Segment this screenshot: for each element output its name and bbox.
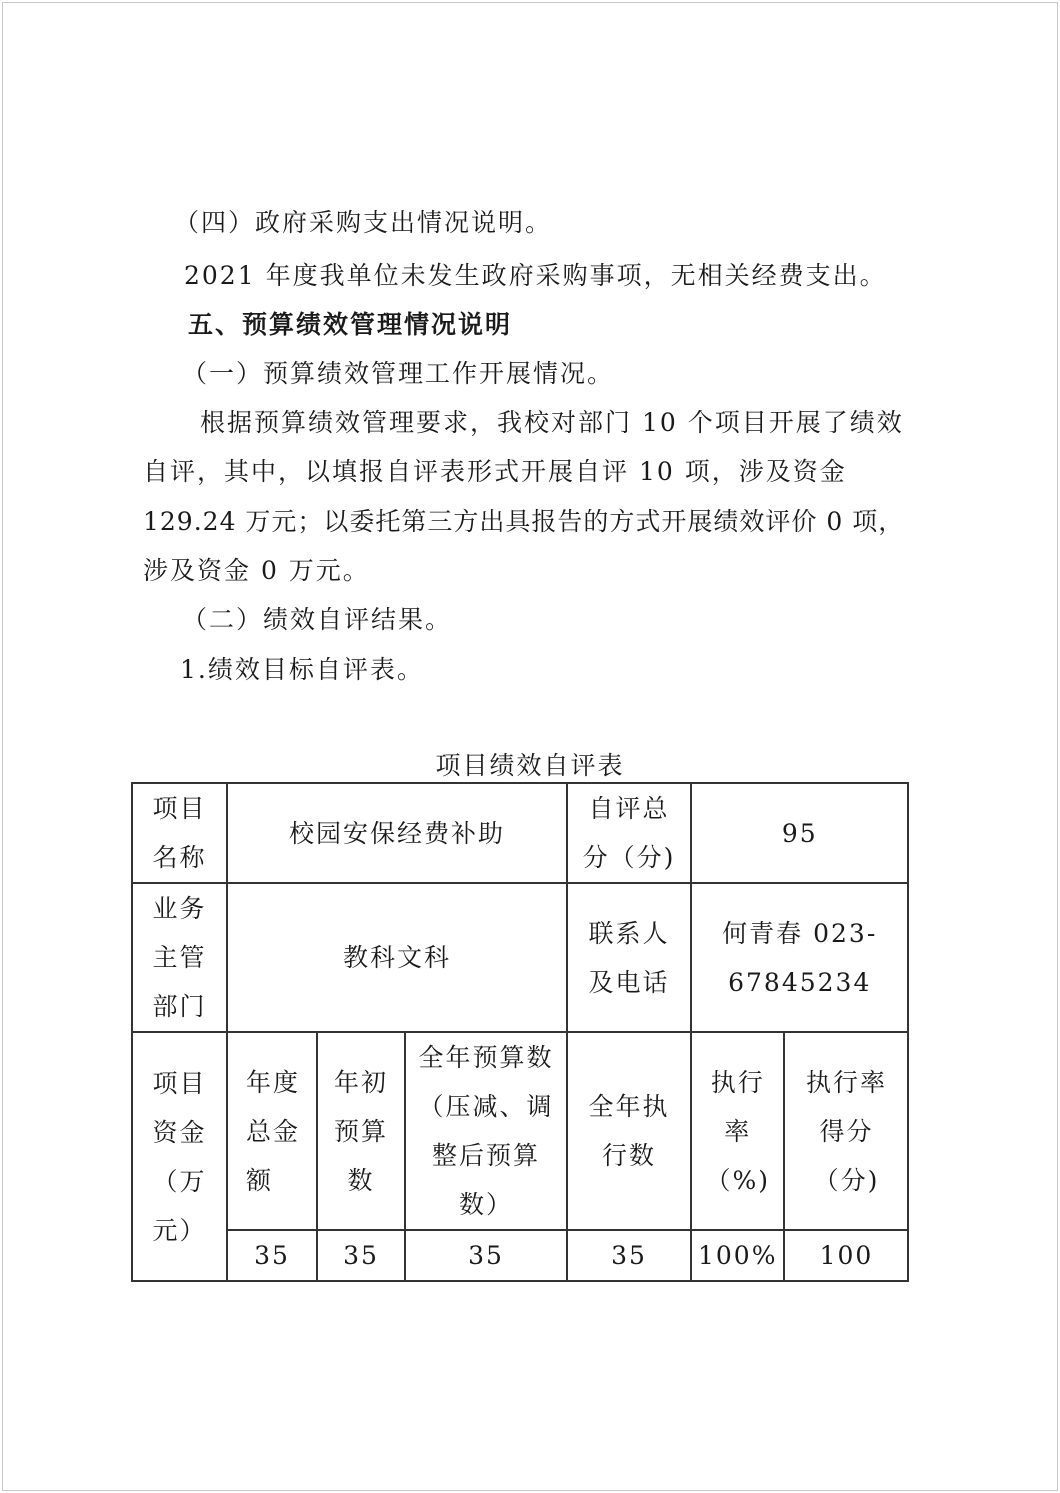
header-text: （%) [705, 1165, 770, 1195]
table-row [132, 1230, 908, 1281]
contact-value [691, 883, 908, 1032]
project-name-value: 校园安保经费补助 [227, 783, 567, 883]
table-title: 项目绩效自评表 [435, 751, 625, 780]
header-text: 全年预算数 [418, 1043, 554, 1072]
label-text: 项目 [152, 1068, 207, 1098]
contact-label [567, 883, 691, 1032]
header-text: 整后预算 [431, 1141, 540, 1170]
initial-budget-header [317, 1032, 405, 1230]
exec-rate-header [691, 1032, 784, 1230]
label-text: 名称 [152, 843, 207, 872]
performance-table [131, 782, 909, 1282]
exec-rate-value: 100% [691, 1230, 784, 1281]
annual-total-header [227, 1032, 317, 1230]
annual-total-value: 35 [227, 1230, 317, 1281]
label-text: 部门 [152, 992, 207, 1021]
header-text: 总金 [246, 1116, 301, 1146]
header-text: 行数 [601, 1141, 656, 1170]
initial-budget-value: 35 [317, 1230, 405, 1281]
self-score-value: 95 [691, 783, 908, 883]
department-value: 教科文科 [227, 883, 567, 1032]
adjusted-budget-value: 35 [405, 1230, 567, 1281]
header-text: （压减、调 [418, 1092, 554, 1121]
section5-sub2: （二）绩效自评结果。 [182, 605, 453, 634]
header-text: 年度 [246, 1067, 301, 1097]
section5-item1: 1.绩效目标自评表。 [180, 655, 424, 684]
adjusted-budget-header [405, 1032, 567, 1230]
table-row [132, 883, 908, 1032]
paragraph-line-2: 自评，其中，以填报自评表形式开展自评 10 项，涉及资金 [143, 457, 847, 486]
executed-header [567, 1032, 691, 1230]
label-text: 联系人 [588, 918, 670, 948]
header-text: 全年执 [588, 1092, 670, 1121]
header-text: 执行 [710, 1067, 765, 1097]
department-label [132, 883, 227, 1032]
paragraph-line-1: 根据预算绩效管理要求，我校对部门 10 个项目开展了绩效 [200, 408, 904, 437]
header-text: 预算 [333, 1116, 388, 1146]
header-text: （分) [813, 1165, 880, 1195]
project-funds-label [132, 1032, 227, 1281]
exec-score-value: 100 [784, 1230, 908, 1281]
label-text: （万 [152, 1166, 207, 1196]
section4-body: 2021 年度我单位未发生政府采购事项，无相关经费支出。 [184, 261, 887, 290]
contact-name-phone: 何青春 023- [722, 918, 878, 948]
label-text: 业务 [152, 894, 207, 923]
label-text: 资金 [152, 1117, 207, 1147]
executed-value: 35 [567, 1230, 691, 1281]
paragraph-line-3: 129.24 万元；以委托第三方出具报告的方式开展绩效评价 0 项， [143, 507, 905, 536]
self-score-label [567, 783, 691, 883]
label-text: 项目 [152, 794, 207, 823]
paragraph-line-4: 涉及资金 0 万元。 [143, 556, 370, 585]
contact-phone-rest: 67845234 [728, 967, 872, 997]
table-row [132, 1032, 908, 1230]
header-text: 年初 [333, 1067, 388, 1097]
header-text: 数） [458, 1190, 513, 1219]
label-text: 主管 [152, 943, 207, 972]
section5-sub1: （一）预算绩效管理工作开展情况。 [182, 359, 615, 388]
section4-heading: （四）政府采购支出情况说明。 [174, 208, 553, 237]
header-text: 数 [347, 1165, 375, 1195]
header-text: 得分 [819, 1116, 874, 1146]
label-text: 自评总 [588, 794, 670, 823]
project-name-label [132, 783, 227, 883]
header-text: 率 [724, 1116, 752, 1146]
section5-heading: 五、预算绩效管理情况说明 [188, 310, 513, 339]
label-text: 元） [152, 1215, 207, 1245]
label-text: 分（分) [582, 843, 676, 872]
header-text: 执行率 [805, 1067, 887, 1097]
label-text: 及电话 [588, 967, 670, 997]
header-text: 额 [246, 1165, 274, 1195]
exec-score-header [784, 1032, 908, 1230]
table-row [132, 783, 908, 883]
